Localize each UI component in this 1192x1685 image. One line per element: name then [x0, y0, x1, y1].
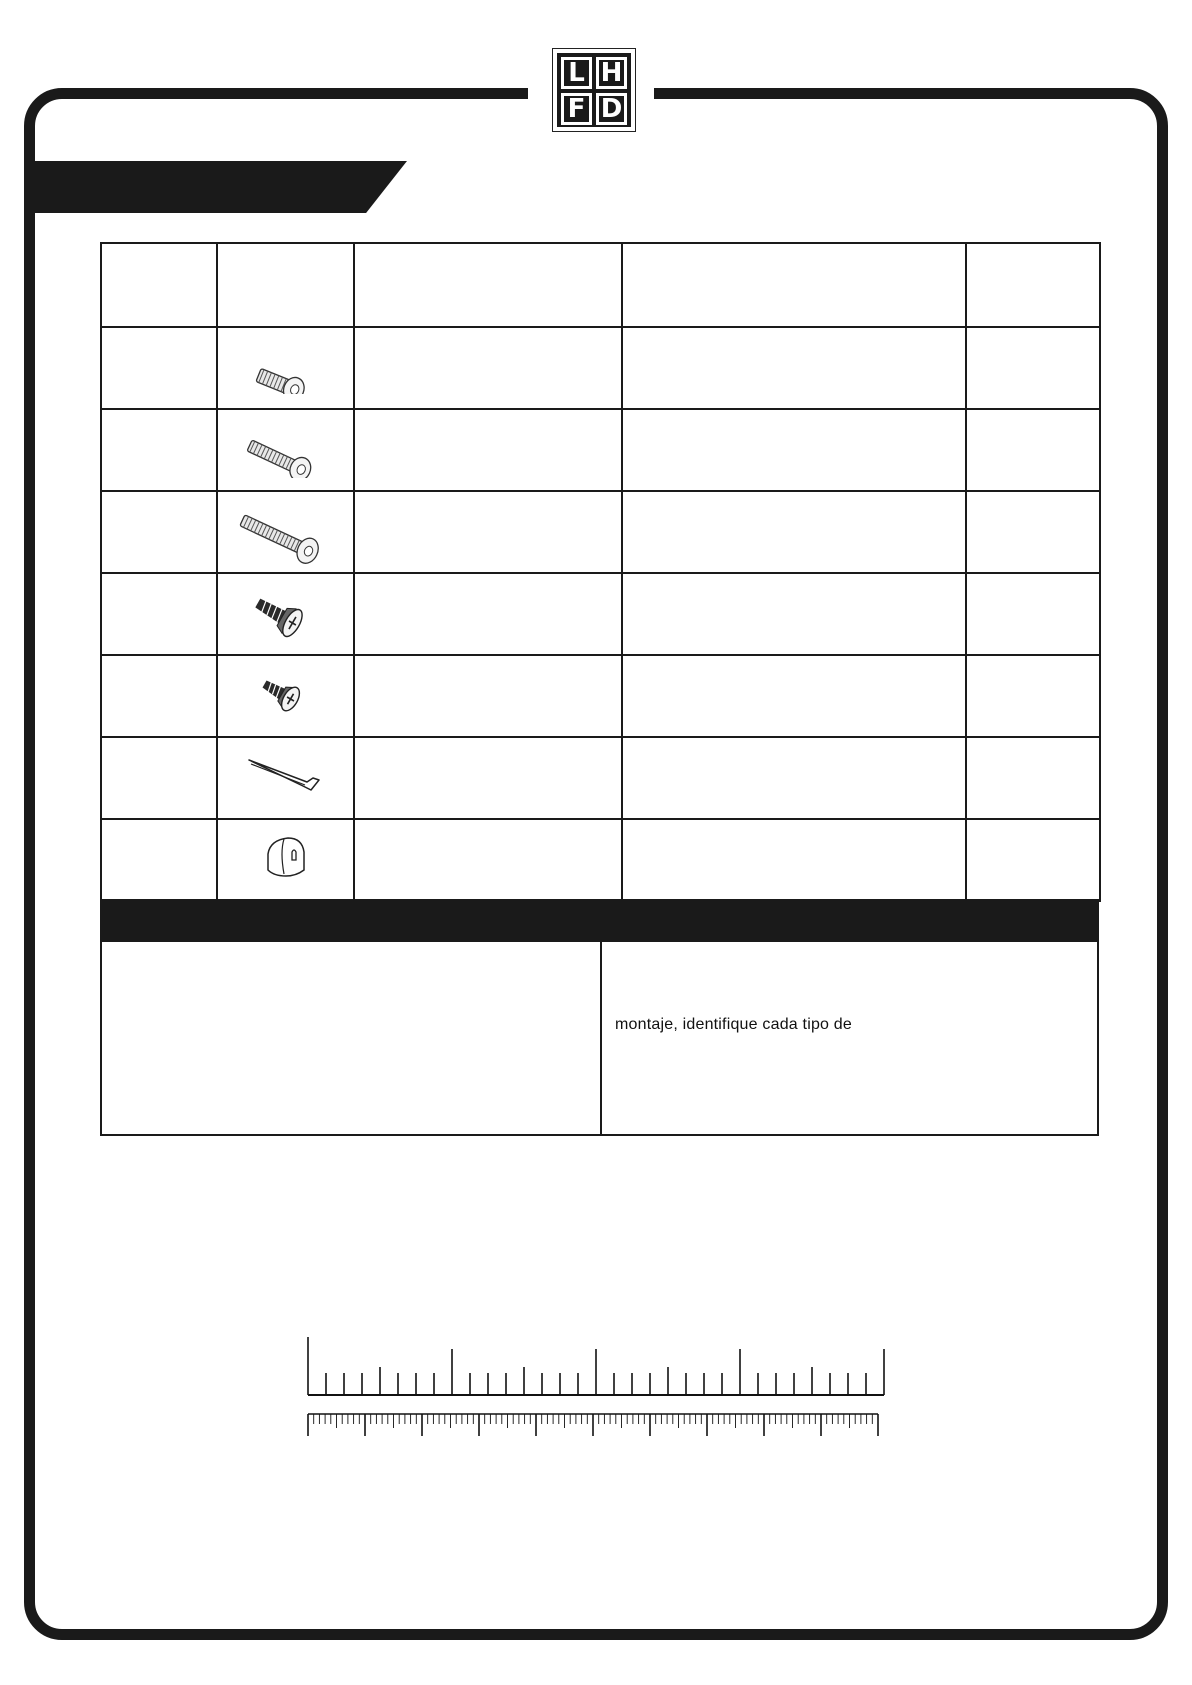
phillips-screw-large-icon [251, 584, 321, 640]
phillips-screw-small-icon [254, 666, 318, 722]
table-cell [622, 737, 966, 819]
table-row [101, 491, 1100, 573]
table-row [101, 409, 1100, 491]
inch-ruler-icon [308, 1337, 884, 1395]
header-cell [966, 243, 1100, 327]
table-cell [101, 409, 217, 491]
logo-letter-3: F [561, 93, 592, 125]
table-row [101, 737, 1100, 819]
table-cell [966, 819, 1100, 901]
note-left-panel [102, 942, 602, 1134]
note-box [100, 940, 1099, 1136]
table-cell [101, 327, 217, 409]
table-cell [217, 573, 354, 655]
brand-logo [552, 48, 636, 132]
hex-bolt-medium-icon [241, 418, 331, 478]
table-cell [101, 655, 217, 737]
table-cell [101, 819, 217, 901]
table-cell [966, 409, 1100, 491]
header-cell [101, 243, 217, 327]
cm-ruler-icon [308, 1414, 878, 1436]
table-cell [217, 327, 354, 409]
table-row [101, 655, 1100, 737]
table-cell [622, 491, 966, 573]
table-cell [101, 491, 217, 573]
table-cell [966, 655, 1100, 737]
table-row [101, 573, 1100, 655]
hardware-table [100, 242, 1101, 902]
table-cell [354, 655, 622, 737]
table-cell [101, 737, 217, 819]
table-cell [622, 409, 966, 491]
note-text-spanish: montaje, identifique cada tipo de [615, 1016, 852, 1033]
logo-letter-1: L [561, 57, 592, 89]
hex-bolt-short-icon [246, 338, 326, 394]
table-cell [354, 491, 622, 573]
logo-letter-4: D [596, 93, 627, 125]
table-cell [622, 327, 966, 409]
table-cell [217, 491, 354, 573]
table-cell [966, 491, 1100, 573]
table-header-row [101, 243, 1100, 327]
table-cell [217, 819, 354, 901]
table-cell [101, 573, 217, 655]
allen-key-icon [241, 748, 331, 804]
hex-bolt-long-icon [238, 496, 334, 564]
note-header-bar [100, 899, 1099, 942]
header-cell [217, 243, 354, 327]
table-cell [622, 573, 966, 655]
table-cell [354, 327, 622, 409]
table-row [101, 819, 1100, 901]
table-cell [217, 655, 354, 737]
header-cell [622, 243, 966, 327]
table-cell [622, 655, 966, 737]
table-cell [622, 819, 966, 901]
measuring-rulers [300, 1330, 900, 1440]
table-cell [354, 573, 622, 655]
table-cell [354, 819, 622, 901]
table-cell [217, 409, 354, 491]
header-cell [354, 243, 622, 327]
table-row [101, 327, 1100, 409]
logo-letter-2: H [596, 57, 627, 89]
note-right-panel [602, 942, 1097, 1134]
cam-lock-icon [256, 830, 316, 886]
section-banner [35, 161, 407, 213]
table-cell [354, 737, 622, 819]
table-cell [966, 327, 1100, 409]
table-cell [966, 573, 1100, 655]
table-cell [217, 737, 354, 819]
table-cell [966, 737, 1100, 819]
table-cell [354, 409, 622, 491]
